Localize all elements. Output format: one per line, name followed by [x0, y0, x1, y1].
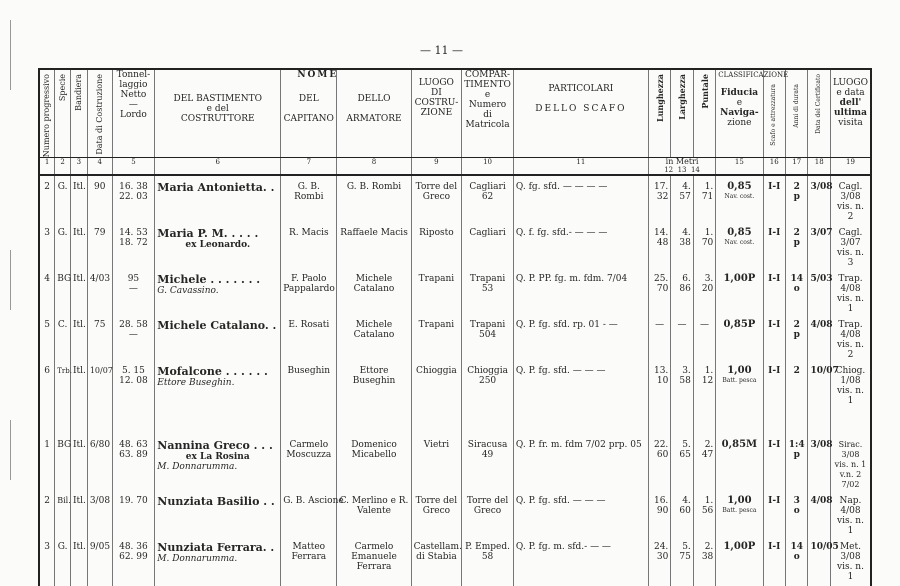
table-row: 2 Bil. Itl. 3/08 19. 70 Nunziata Basilio . . G. B. Ascione C. Merlino e R. Valente Torre del Greco Torre del Greco Q. P. fg. sfd. — — — 16. 90 4. 60 1. 56 1,00 Batt. pesca I-I 3 o 4/08 Nap. 4/08 vis. n. 1 [39, 490, 871, 536]
header-in-metri: in Metri [665, 157, 699, 167]
column-number-row: 1 2 3 4 5 6 7 8 9 10 11 in Metri 12 13 14 15 16 17 18 19 [39, 158, 871, 176]
header-capitano: DEL CAPITANO [281, 69, 337, 158]
header-row [39, 69, 871, 158]
margin-mark [10, 250, 11, 310]
margin-mark [10, 420, 11, 480]
header-nome-title: NOME [297, 70, 339, 80]
header-luogo-costruzione: LUOGO DI COSTRU- ZIONE [411, 69, 462, 158]
header-data-certificato: Data del Certificato [815, 74, 823, 134]
header-tonnellaggio: Tonnel- laggio Netto — Lordo [112, 69, 155, 158]
header-numero: Numero progressivo [42, 74, 52, 158]
ship-name: Mofalcone . . . . . . [157, 365, 268, 379]
header-specie: Specie [57, 74, 67, 102]
table-row: 3 G. Itl. 9/05 48. 36 62. 99 Nunziata Ferrara. . M. Donnarumma. Matteo Ferrara Carmelo Emanuele Ferrara Castellam. di Stabia P. Emped. 58 Q. P. fg. m. sfd.- — — 24. 30 5. 75 2. 38 1,00P I-I 14 o 10/05 Met. 3/08 vis. n. 1 [39, 536, 871, 586]
header-luogo-visita: LUOGO e data dell' ultima visita [830, 69, 871, 158]
table-row: 3 G. Itl. 79 14. 53 18. 72 Maria P. M. . . . . ex Leonardo. R. Macis Raffaele Macis Riposto Cagliari Q. f. fg. sfd.- — — — 14. 48 4. 38 1. 70 0,85 Nav. cost. I-I 2 p 3/07 Cagl. 3/07 vis. n. 3 [39, 222, 871, 268]
header-bastimento: NOME DEL BASTIMENTO e del COSTRUTTORE [155, 69, 281, 158]
ship-register-table [38, 68, 872, 586]
header-particolari: PARTICOLARI DELLO SCAFO [513, 69, 648, 158]
binding-margin-marks [4, 0, 24, 568]
table-row: 4 BG Itl. 4/03 95 — Michele . . . . . . . G. Cavassino. F. Paolo Pappalardo Michele Catalano Trapani Trapani 53 Q. P. PP. fg. m. fdm. 7/04 25. 70 6. 86 3. 20 1,00P I-I 14 o 5/03 Trap. 4/08 vis. n. 1 [39, 268, 871, 314]
header-fiducia: CLASSIFICAZIONE Fiducia e Naviga- zione [716, 69, 763, 158]
table-row: 5 C. Itl. 75 28. 58 — Michele Catalano. . E. Rosati Michele Catalano Trapani Trapani 504 Q. P. fg. sfd. rp. 01 - — — — — 0,85P I-I 2 p 4/08 Trap. 4/08 vis. n. 2 [39, 314, 871, 360]
header-puntale: Puntale [699, 74, 710, 109]
header-anni-durata: Anni di durata [792, 84, 800, 128]
header-larghezza: Larghezza [677, 74, 688, 120]
header-bandiera: Bandiera [73, 74, 83, 111]
header-scafo: Scafo e attrezzatura [770, 84, 778, 146]
header-armatore: DELLO ARMATORE [337, 69, 411, 158]
table-row: 2 G. Itl. 90 16. 38 22. 03 Maria Antonietta. . G. B. Rombi G. B. Rombi Torre del Greco Cagliari 62 Q. fg. sfd. — — — — 17. 32 4. 57 1. 71 0,85 Nav. cost. I-I 2 p 3/08 Cagl. 3/08 vis. n. 2 [39, 175, 871, 222]
header-compartimento: COMPAR- TIMENTO e Numero di Matricola [462, 69, 514, 158]
table-row: 6 Trb. Itl. 10/07 5. 15 12. 08 Mofalcone . . . . . . Ettore Buseghin. Buseghin Ettore Buseghin Chioggia Chioggia 250 Q. P. fg. sfd. — — — 13. 10 3. 58 1. 12 1,00 Batt. pesca I-I 2 10/07 Chiog. 1/08 vis. n. 1 [39, 360, 871, 434]
header-classificazione: CLASSIFICAZIONE [718, 71, 789, 79]
table-row: 1 BG Itl. 6/80 48. 63 63. 89 Nannina Greco . . . ex La Rosina M. Donnarumma. Carmelo Moscuzza Domenico Micabello Vietri Siracusa 49 Q. P. fr. m. fdm 7/02 prp. 05 22. 60 5. 65 2. 47 0,85M I-I 1:4 p 3/08 Sirac. 3/08 vis. n. 1 v.n. 2 7/02 [39, 434, 871, 490]
ship-name: Nunziata Basilio . . [157, 495, 275, 509]
ship-name: Maria P. M. . . . . [157, 227, 259, 241]
ship-name: Michele Catalano. . [157, 319, 277, 333]
ship-name: Maria Antonietta. . [157, 181, 275, 195]
margin-mark [10, 20, 11, 90]
ship-name: Nannina Greco . . . [157, 439, 273, 453]
ship-name: Michele . . . . . . . [157, 273, 261, 287]
header-data-costruzione: Data di Costruzione [94, 74, 104, 155]
header-lunghezza: Lunghezza [654, 74, 665, 123]
page-number: — 11 — [420, 44, 463, 57]
ship-name: Nunziata Ferrara. . [157, 541, 275, 555]
